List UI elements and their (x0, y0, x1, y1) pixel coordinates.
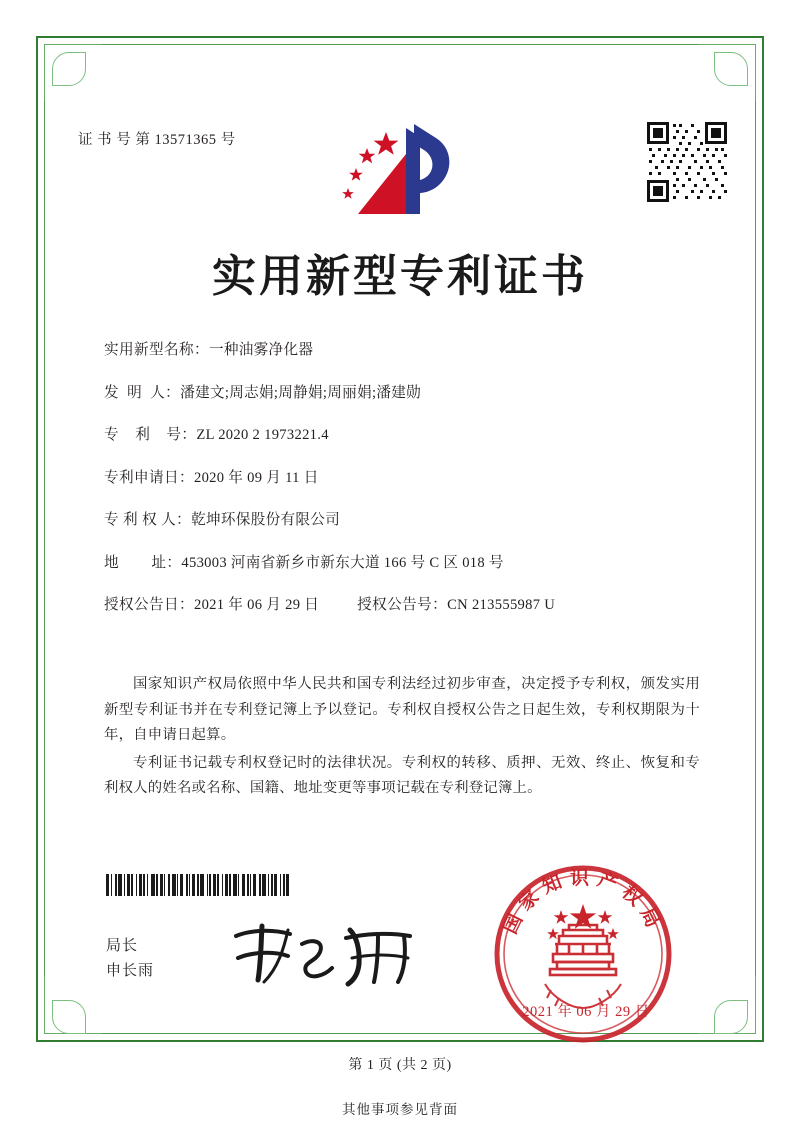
corner-leaf-bottom-left (52, 1000, 86, 1034)
field-label: 专 利 号： (104, 427, 197, 443)
qr-code (645, 120, 729, 204)
field-value: 乾坤环保股份有限公司 (191, 512, 341, 528)
field-value: 453003 河南省新乡市新东大道 166 号 C 区 018 号 (181, 554, 504, 571)
field-row (104, 510, 704, 530)
field-label: 地 址： (104, 554, 182, 571)
footer-note: 其他事项参见背面 (342, 1102, 458, 1117)
field-row (104, 383, 704, 403)
signature-name: 申长雨 (106, 963, 155, 979)
field-value: 2021 年 06 月 29 日 (193, 597, 320, 613)
field-label: 专 利 权 人： (104, 512, 192, 528)
barcode (106, 874, 314, 896)
cnipa-patent-logo (340, 118, 470, 223)
paragraph-1: 国家知识产权局依照中华人民共和国专利法经过初步审查，决定授予专利权，颁发实用新型专利证书并在专利登记簿上予以登记。专利权自授权公告之日起生效，专利权期限为十年，自申请日起算。 (104, 676, 700, 743)
certificate-fields (104, 340, 704, 638)
field-value: 一种油雾净化器 (208, 342, 314, 358)
field-row (104, 425, 704, 445)
svg-text:国家知识产权局: 国家知识产权局 (499, 867, 667, 938)
paragraph-2: 专利证书记载专利权登记时的法律状况。专利权的转移、质押、无效、终止、恢复和专利权人的姓名或名称、国籍、地址变更等事项记载在专利登记簿上。 (104, 754, 700, 796)
field-label: 授权公告日： (104, 597, 194, 613)
field-value-secondary: CN 213555987 U (447, 597, 556, 613)
field-row (104, 468, 704, 488)
corner-leaf-top-left (52, 52, 86, 86)
field-row (104, 340, 704, 360)
field-label: 发 明 人： (104, 384, 181, 401)
seal-date: 2021 年 06 月 29 日 (522, 1004, 650, 1020)
field-value: ZL 2020 2 1973221.4 (196, 427, 329, 443)
field-row-grant (104, 595, 704, 615)
legal-body-text (104, 672, 700, 804)
page-title: 实用新型专利证书 (212, 251, 588, 302)
handwritten-signature (228, 918, 428, 988)
official-red-seal (487, 858, 679, 1050)
field-value: 2020 年 09 月 11 日 (193, 469, 319, 486)
signature-title: 局长 (106, 938, 139, 954)
field-label: 实用新型名称： (104, 342, 209, 358)
page-number: 第 1 页 (共 2 页) (348, 1058, 452, 1073)
field-label-secondary: 授权公告号： (357, 597, 448, 613)
field-row (104, 553, 704, 573)
certificate-number: 证 书 号 第 13571365 号 (78, 132, 236, 148)
field-label: 专利申请日： (104, 469, 194, 486)
corner-leaf-bottom-right (714, 1000, 748, 1034)
corner-leaf-top-right (714, 52, 748, 86)
signature-block (106, 934, 154, 984)
field-value: 潘建文;周志娟;周静娟;周丽娟;潘建勋 (180, 384, 421, 401)
